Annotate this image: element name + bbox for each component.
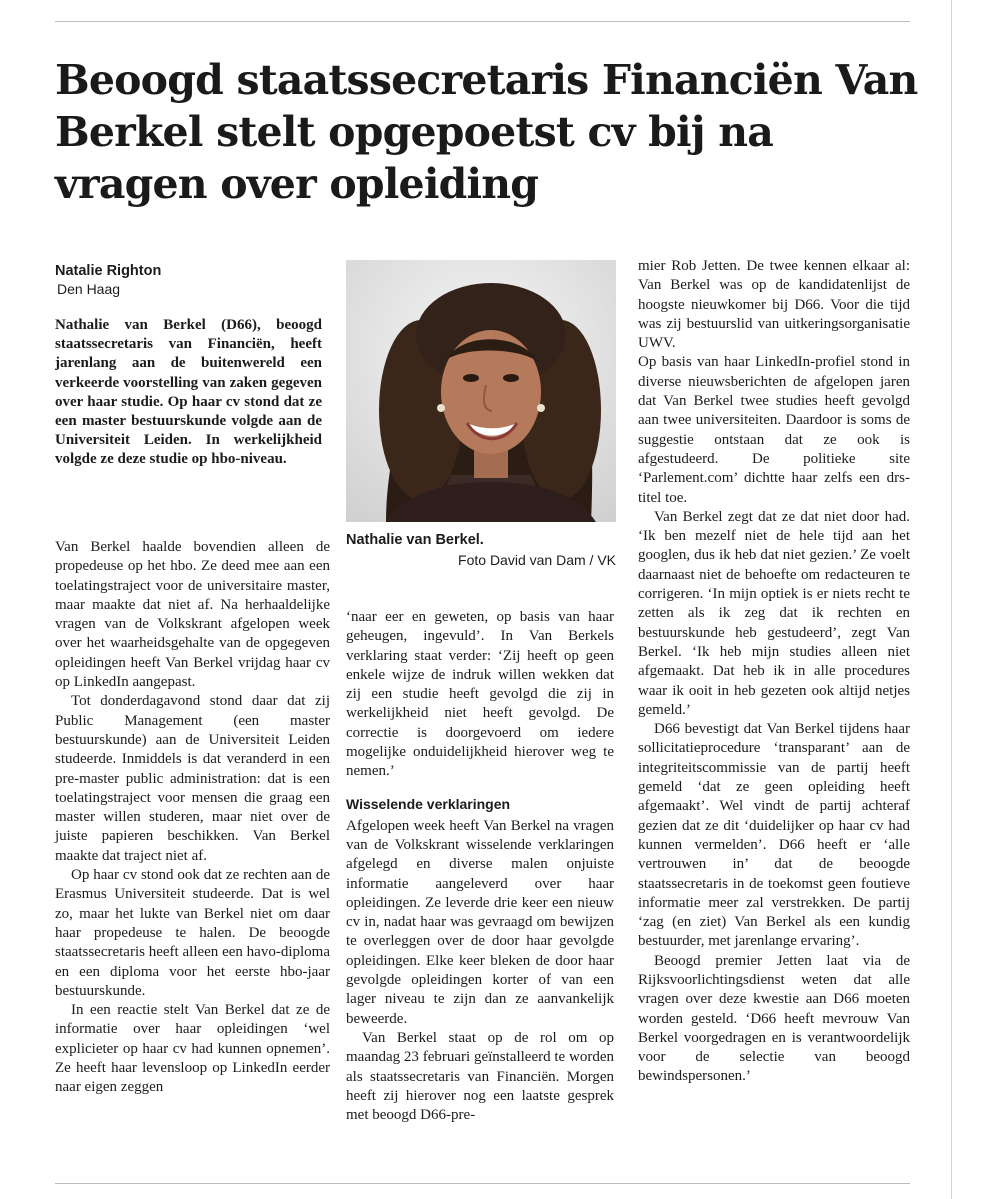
body-paragraph: Beoogd premier Jetten laat via de Rijksvoorlichtingsdienst weten dat alle vragen over deze kwestie aan D66 moeten worden gesteld. ‘D66 heeft mevrouw Van Berkel voorgedragen en is verantwoordelijk voor de selectie van beoogd bewindspersonen.’ — [638, 952, 910, 1085]
body-paragraph: Van Berkel haalde bovendien alleen de propedeuse op het hbo. Ze deed mee aan een toelatingstraject voor de universitaire master, maar maakte dat niet af. Na herhaaldelijke vragen van de Volkskrant afgelopen week over het waarheidsgehalte van de opgegeven opleidingen heeft Van Berkel vrijdag haar cv op LinkedIn aangepast. — [55, 539, 330, 691]
body-paragraph: mier Rob Jetten. De twee kennen elkaar al: Van Berkel was op de kandidatenlijst de hoogste nieuwkomer bij D66. Voor die tijd was zij bestuurslid van uitkeringsorganisatie UWV. — [638, 258, 910, 352]
body-paragraph: D66 bevestigt dat Van Berkel tijdens haar sollicitatieprocedure ‘transparant’ aan de integriteitscommissie van de partij heeft gemeld ‘dat ze geen opleiding heeft afgemaakt’. Wel vindt de partij achteraf gezien dat ze dit ‘duidelijker op haar cv had kunnen vermelden’. D66 heeft er ‘alle vertrouwen in’ dat de beoogde staatssecretaris in de toekomst geen foutieve informatie meer zal verstrekken. De partij ‘zag (en ziet) Van Berkel als een kundig bestuurder, met jarenlange ervaring’. — [638, 721, 910, 950]
byline — [55, 262, 161, 298]
body-column-3 — [638, 257, 910, 1087]
body-paragraph: Op haar cv stond ook dat ze rechten aan de Erasmus Universiteit studeerde. Dat is wel zo, maar het lukte van Berkel niet om daar haar propedeuse te halen. De beoogde staatssecretaris heeft alleen een havo-diploma en een diploma voor het eerste hbo-jaar bestuurskunde. — [55, 867, 330, 999]
body-paragraph: Tot donderdagavond stond daar dat zij Public Management (een master bestuurskunde) aan de Universiteit Leiden studeerde. Inmiddels is dat veranderd in een pre-master public administration: dat is een toelatingstraject voor mensen die graag een master willen studeren, maar niet over de juiste papieren beschikken. Van Berkel maakte dat traject niet af. — [55, 693, 330, 864]
headline: Beoogd staatssecretaris Financiën Van Berkel stelt opgepoetst cv bij na vragen over opleiding — [55, 56, 918, 208]
portrait-photo — [346, 260, 616, 522]
body-column-2 — [346, 608, 614, 1125]
body-paragraph: ‘naar eer en geweten, op basis van haar geheugen, ingevuld’. In Van Berkels verklaring staat verder: ‘Zij heeft op geen enkele wijze de indruk willen wekken dat zij een studie heeft gevolgd die zij in werkelijkheid niet heeft gevolgd. De correctie is doorgevoerd om iedere mogelijke onduidelijkheid hierover weg te nemen.’ — [346, 609, 614, 780]
body-paragraph: Afgelopen week heeft Van Berkel na vragen van de Volkskrant wisselende verklaringen afgelegd en diverse malen onjuiste informatie aangeleverd over haar opleidingen. Ze leverde drie keer een nieuw cv in, nadat haar was gevraagd om bewijzen te overleggen over de door haar gevolgde opleidingen. Elke keer bleken de door haar gevolgde opleidingen korter of van een lager niveau te zijn dan ze aanvankelijk beweerde. — [346, 817, 614, 1027]
photo-caption — [346, 530, 616, 570]
body-paragraph: Op basis van haar LinkedIn-profiel stond in diverse nieuwsberichten de afgelopen jaren dat Van Berkel twee studies heeft gevolgd aan twee universiteiten. Daardoor is soms de suggestie ontstaan dat ze ook is afgestudeerd. De politieke site ‘Parlement.com’ dichtte haar zelfs een drs-titel toe. — [638, 354, 910, 506]
body-paragraph: Van Berkel zegt dat ze dat niet door had. ‘Ik ben mezelf niet de hele tijd aan het googlen, dus ik heb dat niet gezien.’ Ze voelt daarnaast niet de behoefte om redacteuren te corrigeren. ‘In mijn optiek is er niets recht te zetten als ik zeg dat ik rechten en bestuurskunde heb gestudeerd’, zegt Van Berkel. ‘Ik heb mijn studies alleen niet afgemaakt. Dat heb ik in alle procedures waar ik ooit in heb gezeten ook altijd netjes gemeld.’ — [638, 508, 910, 718]
caption-subject: Nathalie van Berkel. — [346, 532, 484, 548]
author-name: Natalie Righton — [55, 263, 162, 279]
page-edge — [951, 0, 952, 1199]
body-paragraph: Van Berkel staat op de rol om op maandag 23 februari geïnstalleerd te worden als staatssecretaris van Financiën. Morgen heeft zij hierover nog een laatste gesprek met beoogd D66-pre- — [346, 1029, 614, 1124]
photo-credit: Foto David van Dam / VK — [458, 552, 616, 568]
intro-paragraph: Nathalie van Berkel (D66), beoogd staatssecretaris van Financiën, heeft jarenlang aan de buitenwereld een verkeerde voorstelling van zaken gegeven over haar studie. Op haar cv stond dat ze een master bestuurskunde volgde aan de Universiteit Leiden. In werkelijkheid volgde ze deze studie op hbo-niveau. — [55, 317, 322, 468]
bottom-rule — [55, 1183, 910, 1184]
top-rule — [55, 21, 910, 22]
dateline-place: Den Haag — [57, 281, 121, 297]
body-paragraph: In een reactie stelt Van Berkel dat ze de informatie over haar opleidingen ‘wel explicieter op haar cv had kunnen opnemen’. Ze heeft haar levensloop op LinkedIn eerder naar eigen zeggen — [55, 1002, 330, 1096]
body-column-1 — [55, 538, 330, 1098]
subheading: Wisselende verklaringen — [346, 795, 511, 812]
